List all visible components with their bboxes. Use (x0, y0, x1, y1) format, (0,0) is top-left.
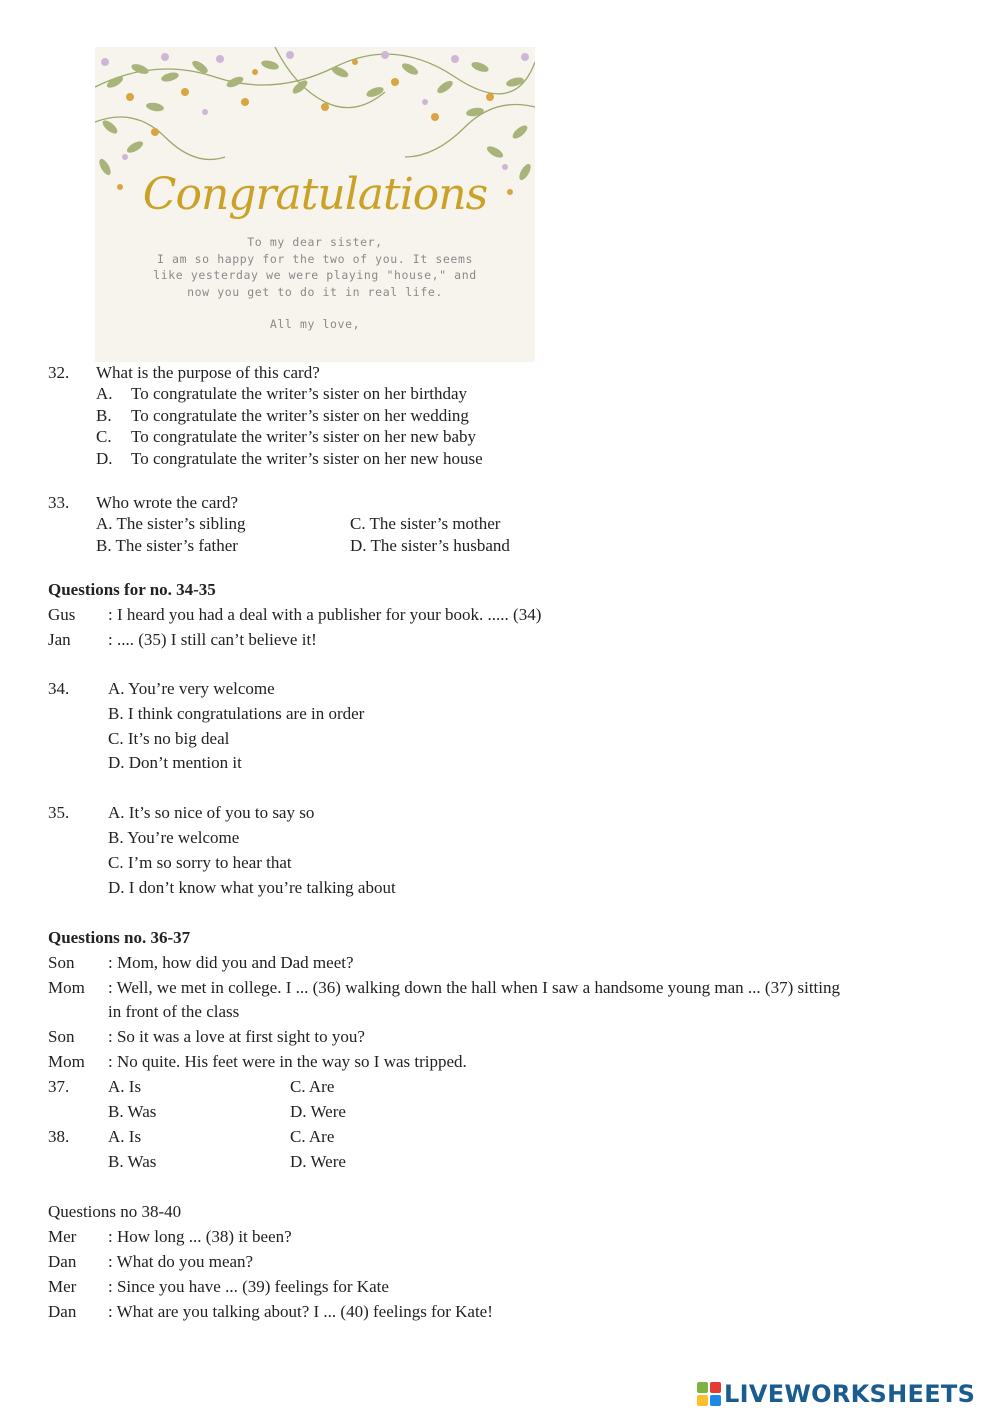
option-c[interactable]: C. Are (290, 1127, 335, 1146)
option-b[interactable]: B. The sister’s father (96, 536, 238, 555)
liveworksheets-logo-icon (697, 1382, 721, 1406)
card-signoff: All my love, (269, 317, 361, 331)
question-number: 33. (48, 493, 70, 512)
speaker: Jan (48, 630, 71, 649)
option-b[interactable]: B. Was (108, 1152, 157, 1171)
section-heading: Questions for no. 34-35 (48, 580, 216, 599)
logo-text: LIVEWORKSHEETS (724, 1380, 976, 1408)
option-text[interactable]: To congratulate the writer’s sister on her new baby (131, 427, 476, 446)
option-c[interactable]: C. The sister’s mother (350, 514, 501, 533)
speaker: Gus (48, 605, 76, 624)
question-number: 35. (48, 803, 70, 822)
option-text[interactable]: A. It’s so nice of you to say so (108, 803, 315, 822)
speaker: Dan (48, 1252, 77, 1271)
speaker: Mer (48, 1277, 77, 1296)
option-text[interactable]: To congratulate the writer’s sister on her birthday (131, 384, 468, 403)
dialogue-line: : I heard you had a deal with a publisher for your book. ..... (34) (108, 605, 542, 624)
liveworksheets-logo[interactable] (697, 1379, 975, 1409)
dialogue-line: : .... (35) I still can’t believe it! (108, 630, 317, 649)
question-text: Who wrote the card? (96, 493, 239, 512)
option-text[interactable]: C. It’s no big deal (108, 729, 230, 748)
speaker: Dan (48, 1302, 77, 1321)
dialogue-line: : So it was a love at first sight to you? (108, 1027, 365, 1046)
dialogue-line: : Well, we met in college. I ... (36) walking down the hall when I saw a handsome young man ... (37) sitting (108, 978, 840, 997)
speaker: Mom (48, 978, 85, 997)
option-d[interactable]: D. Were (290, 1152, 346, 1171)
question-number: 32. (48, 363, 70, 382)
question-number: 37. (48, 1077, 70, 1096)
option-letter: B. (96, 406, 112, 425)
dialogue-line: : No quite. His feet were in the way so I was tripped. (108, 1052, 467, 1071)
card-message-line: like yesterday we were playing "house," and (153, 268, 477, 282)
dialogue-line: : Since you have ... (39) feelings for Kate (108, 1277, 389, 1296)
speaker: Son (48, 953, 75, 972)
dialogue-line: : What are you talking about? I ... (40) feelings for Kate! (108, 1302, 493, 1321)
option-text[interactable]: C. I’m so sorry to hear that (108, 853, 292, 872)
option-d[interactable]: D. The sister’s husband (350, 536, 510, 555)
section-heading: Questions no. 36-37 (48, 928, 191, 947)
card-title: Congratulations (142, 169, 488, 220)
option-c[interactable]: C. Are (290, 1077, 335, 1096)
dialogue-line: : What do you mean? (108, 1252, 254, 1271)
speaker: Mer (48, 1227, 77, 1246)
option-text[interactable]: To congratulate the writer’s sister on her wedding (131, 406, 469, 425)
option-a[interactable]: A. Is (108, 1077, 142, 1096)
option-text[interactable]: A. You’re very welcome (108, 679, 275, 698)
option-text[interactable]: B. You’re welcome (108, 828, 240, 847)
question-text: What is the purpose of this card? (96, 363, 320, 382)
option-d[interactable]: D. Were (290, 1102, 346, 1121)
option-letter: C. (96, 427, 112, 446)
option-letter: D. (96, 449, 113, 468)
option-a[interactable]: A. Is (108, 1127, 142, 1146)
option-text[interactable]: B. I think congratulations are in order (108, 704, 365, 723)
section-heading: Questions no 38-40 (48, 1202, 182, 1221)
dialogue-line: : How long ... (38) it been? (108, 1227, 292, 1246)
option-letter: A. (96, 384, 113, 403)
speaker: Mom (48, 1052, 85, 1071)
speaker: Son (48, 1027, 75, 1046)
dialogue-line-continued: in front of the class (108, 1002, 240, 1021)
option-a[interactable]: A. The sister’s sibling (96, 514, 246, 533)
card-greeting: To my dear sister, (247, 235, 383, 249)
question-number: 34. (48, 679, 70, 698)
card-message-line: now you get to do it in real life. (187, 285, 443, 299)
dialogue-line: : Mom, how did you and Dad meet? (108, 953, 354, 972)
card-message-line: I am so happy for the two of you. It seems (157, 252, 473, 266)
question-number: 38. (48, 1127, 70, 1146)
option-b[interactable]: B. Was (108, 1102, 157, 1121)
option-text[interactable]: D. I don’t know what you’re talking about (108, 878, 396, 897)
congratulations-card (95, 47, 535, 362)
option-text[interactable]: To congratulate the writer’s sister on her new house (131, 449, 483, 468)
option-text[interactable]: D. Don’t mention it (108, 753, 242, 772)
